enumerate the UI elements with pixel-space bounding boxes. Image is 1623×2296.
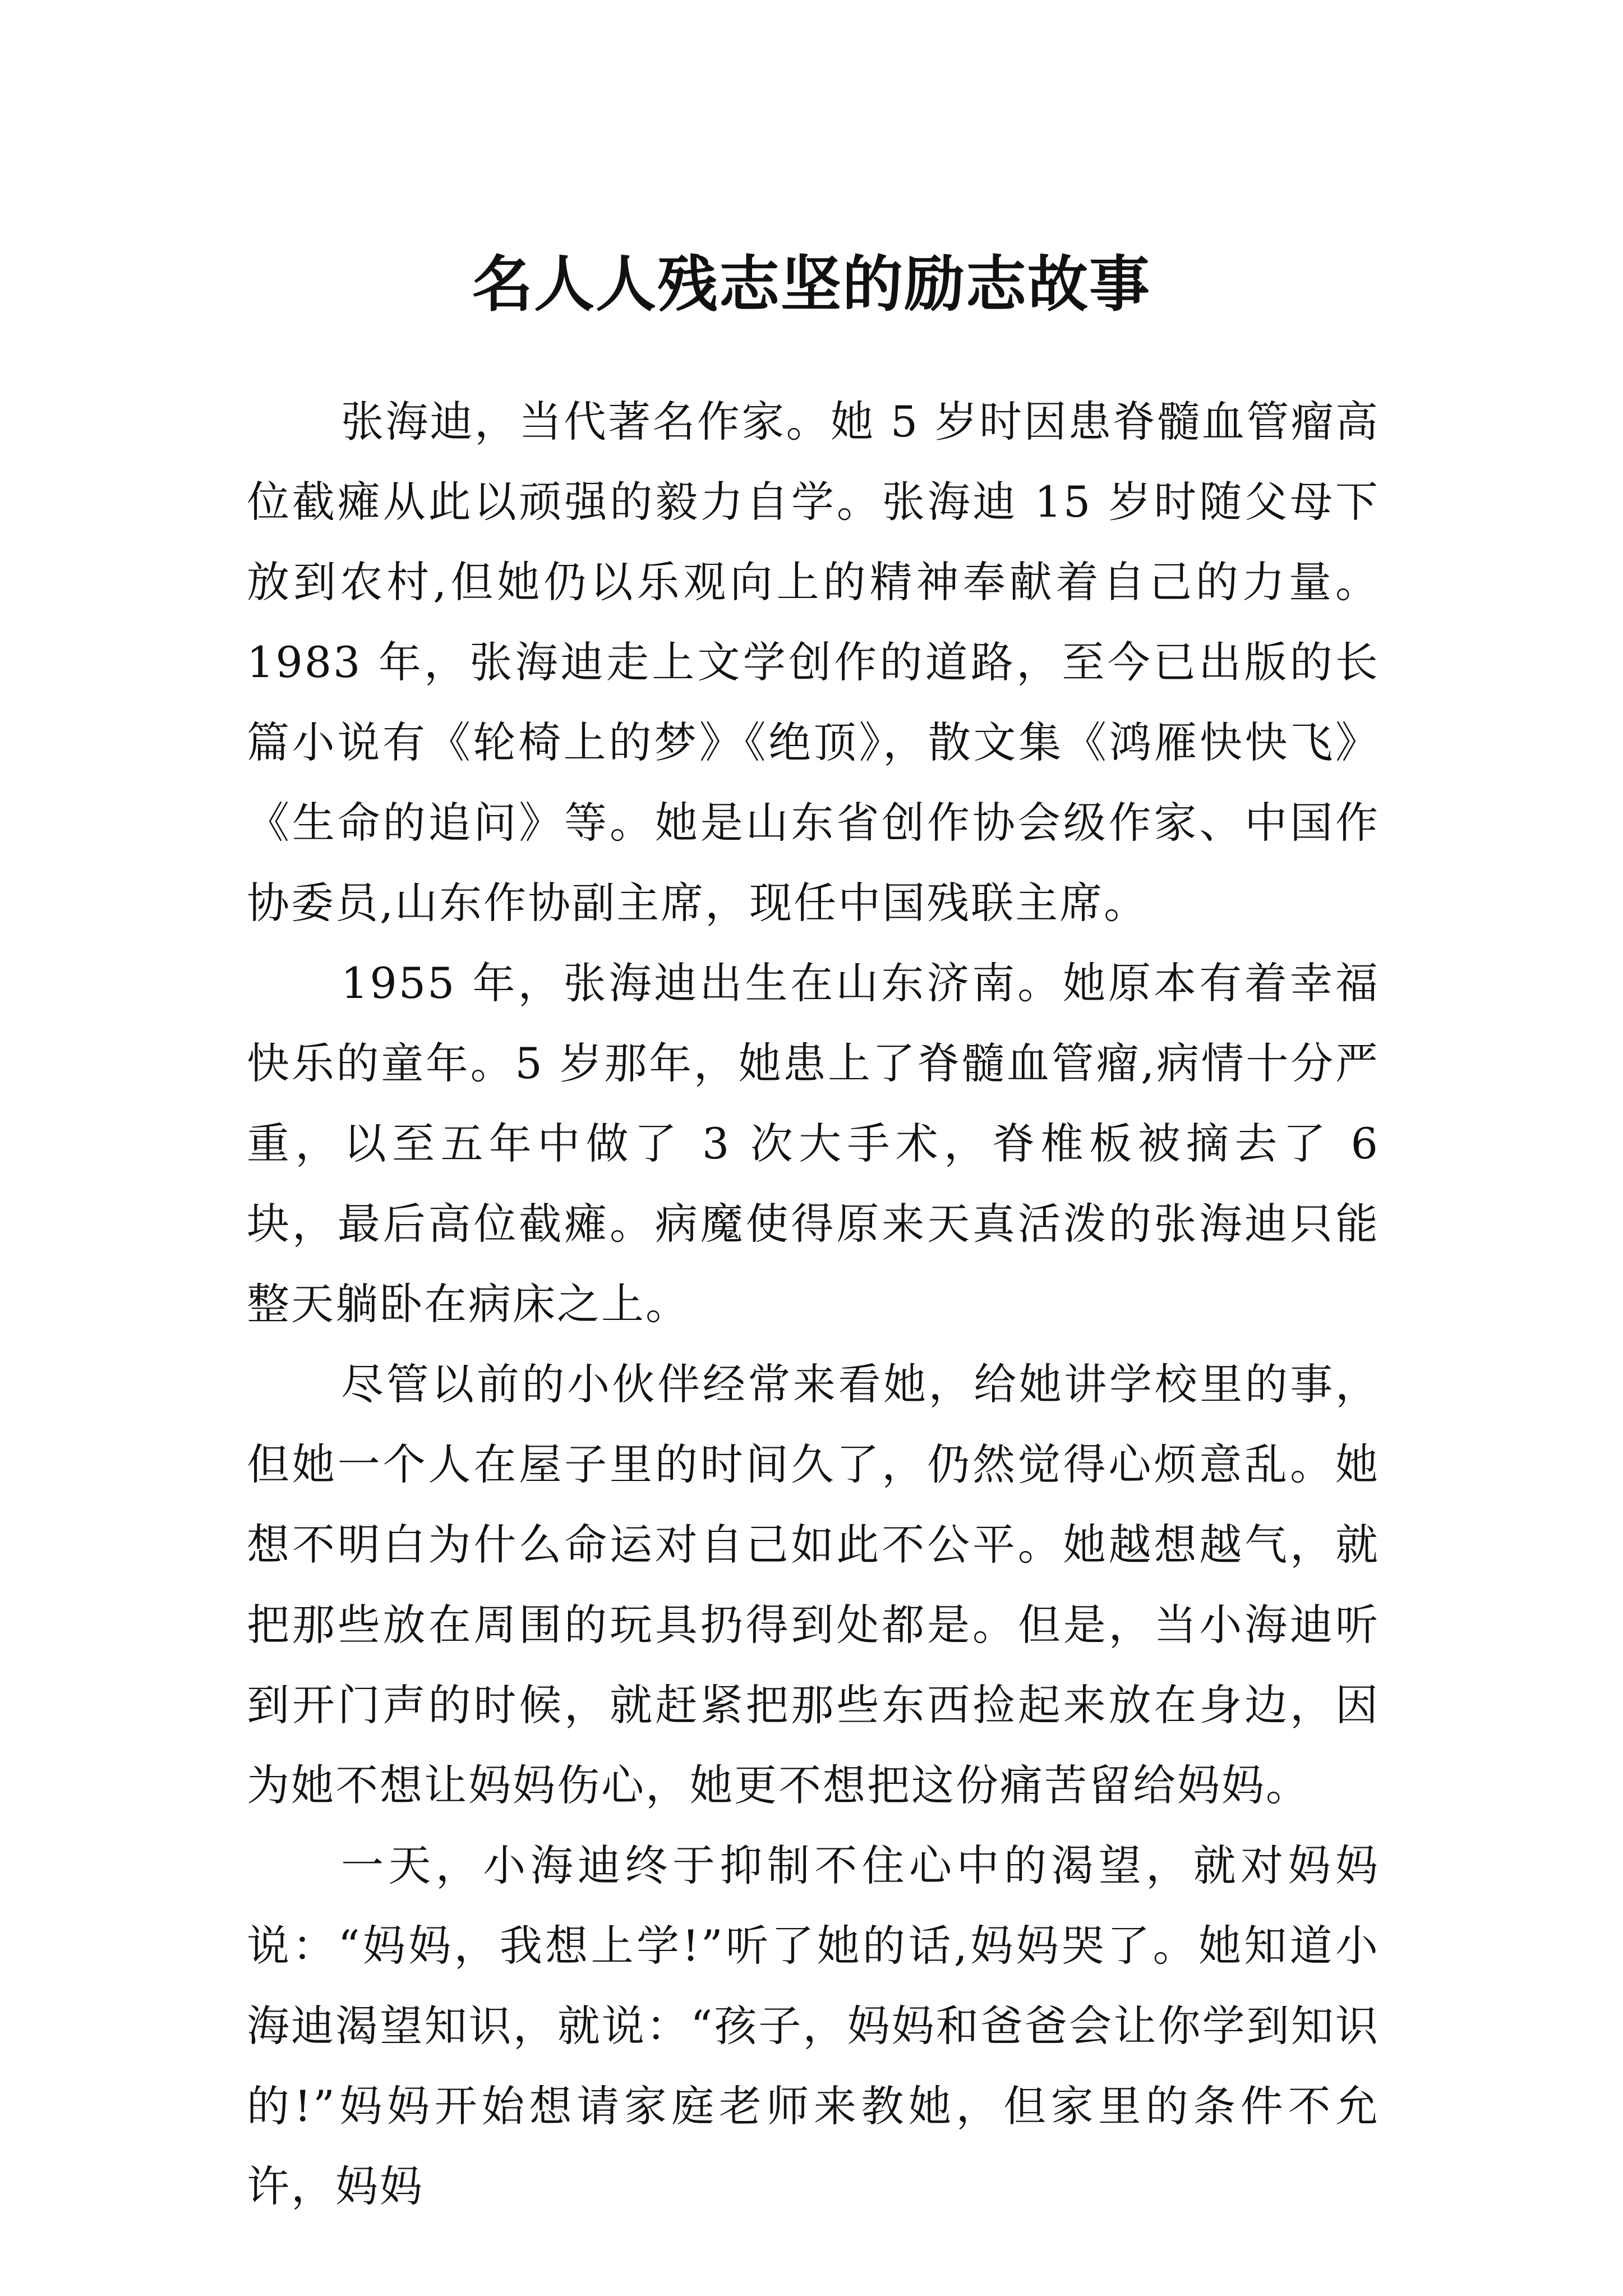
paragraph-2: 1955 年，张海迪出生在山东济南。她原本有着幸福快乐的童年。5 岁那年，她患上了脊髓血管瘤,病情十分严重，以至五年中做了 3 次大手术，脊椎板被摘去了 6 块，最后高位截瘫。病魔使得原来天真活泼的张海迪只能整天躺卧在病床之上。 — [247, 958, 1380, 1329]
paragraph-3: 尽管以前的小伙伴经常来看她，给她讲学校里的事，但她一个人在屋子里的时间久了，仍然觉得心烦意乱。她想不明白为什么命运对自己如此不公平。她越想越气，就把那些放在周围的玩具扔得到处都是。但是，当小海迪听到开门声的时候，就赶紧把那些东西捡起来放在身边，因为她不想让妈妈伤心，她更不想把这份痛苦留给妈妈。 — [247, 1359, 1380, 1810]
paragraph-1: 张海迪，当代著名作家。她 5 岁时因患脊髓血管瘤高位截瘫从此以顽强的毅力自学。张海迪 15 岁时随父母下放到农村,但她仍以乐观向上的精神奉献着自己的力量。1983 年，张海迪走上文学创作的道路，至今已出版的长篇小说有《轮椅上的梦》《绝顶》，散文集《鸿雁快快飞》《生命的追问》等。她是山东省创作协会级作家、中国作协委员,山东作协副主席，现任中国残联主席。 — [247, 397, 1380, 928]
paragraph-4: 一天，小海迪终于抑制不住心中的渴望，就对妈妈说：“妈妈，我想上学!”听了她的话,妈妈哭了。她知道小海迪渴望知识，就说：“孩子，妈妈和爸爸会让你学到知识的!”妈妈开始想请家庭老师来教她，但家里的条件不允许，妈妈 — [247, 1841, 1380, 2211]
document-title: 名人人残志坚的励志故事 — [472, 249, 1151, 320]
document-body — [247, 381, 1380, 2226]
